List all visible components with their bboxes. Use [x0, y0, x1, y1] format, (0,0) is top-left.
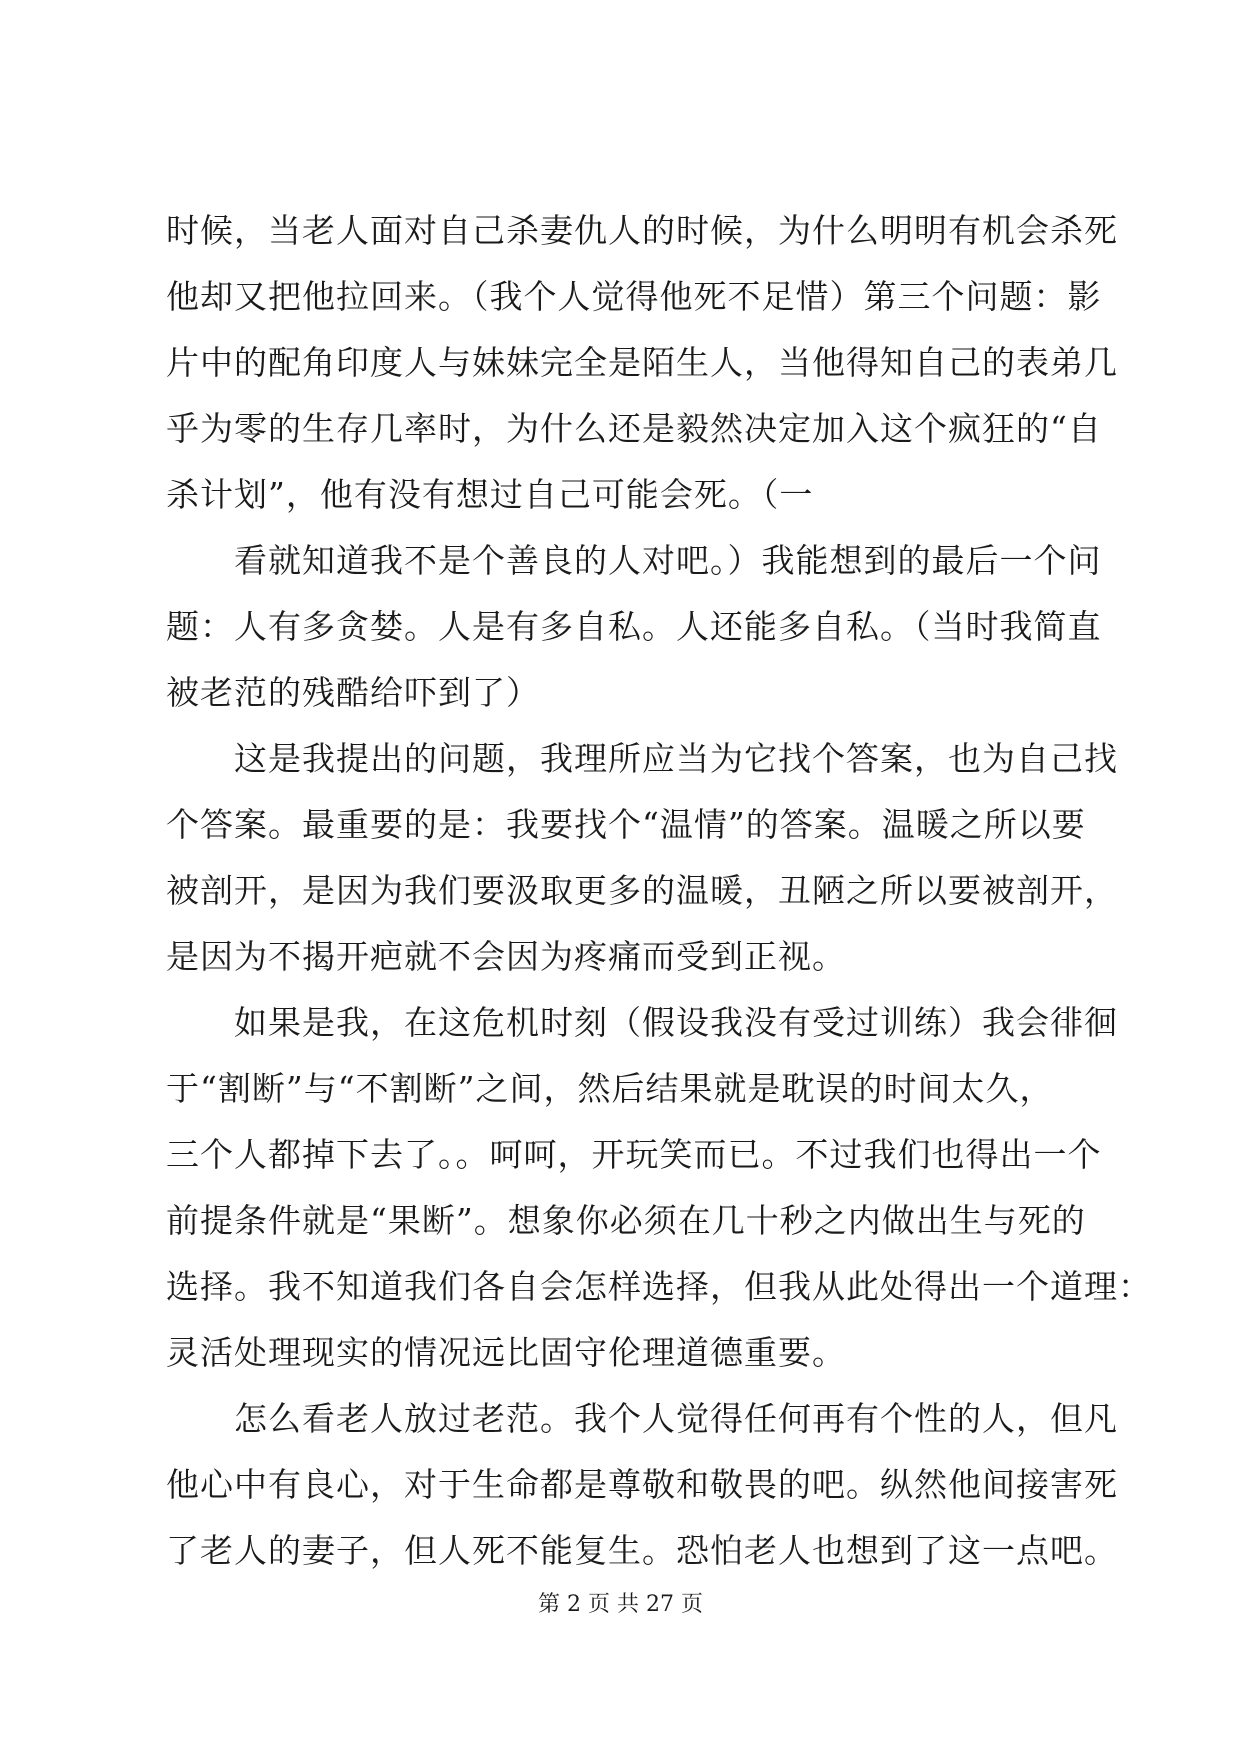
- body-text: [166, 198, 1152, 1584]
- text-line: 三个人都掉下去了。。呵呵，开玩笑而已。不过我们也得出一个: [166, 1135, 1102, 1174]
- text-line: 被老范的残酷给吓到了）: [166, 673, 540, 712]
- text-line: 杀计划”，他有没有想过自己可能会死。（一: [166, 475, 814, 514]
- text-line: 个答案。最重要的是：我要找个“温情”的答案。温暖之所以要: [166, 805, 1086, 844]
- text-line: 选择。我不知道我们各自会怎样选择，但我从此处得出一个道理：: [166, 1267, 1152, 1306]
- text-line: 了老人的妻子，但人死不能复生。恐怕老人也想到了这一点吧。: [166, 1531, 1118, 1570]
- text-line: 时候，当老人面对自己杀妻仇人的时候，为什么明明有机会杀死: [166, 211, 1118, 250]
- page-number-footer: 第 2 页 共 27 页: [538, 1592, 703, 1617]
- text-line: 被剖开，是因为我们要汲取更多的温暖，丑陋之所以要被剖开，: [166, 871, 1118, 910]
- text-line: 于“割断”与“不割断”之间，然后结果就是耽误的时间太久，: [166, 1069, 1054, 1108]
- text-line: 怎么看老人放过老范。我个人觉得任何再有个性的人，但凡: [166, 1399, 1118, 1438]
- text-line: 是因为不揭开疤就不会因为疼痛而受到正视。: [166, 937, 846, 976]
- text-line: 这是我提出的问题，我理所应当为它找个答案，也为自己找: [166, 739, 1118, 778]
- text-line: 如果是我，在这危机时刻（假设我没有受过训练）我会徘徊: [166, 1003, 1118, 1042]
- text-line: 灵活处理现实的情况远比固守伦理道德重要。: [166, 1333, 846, 1372]
- text-line: 乎为零的生存几率时，为什么还是毅然决定加入这个疯狂的“自: [166, 409, 1102, 448]
- text-line: 看就知道我不是个善良的人对吧。）我能想到的最后一个问: [166, 541, 1102, 580]
- text-line: 题：人有多贪婪。人是有多自私。人还能多自私。（当时我简直: [166, 607, 1102, 646]
- text-line: 前提条件就是“果断”。想象你必须在几十秒之内做出生与死的: [166, 1201, 1086, 1240]
- text-line: 片中的配角印度人与妹妹完全是陌生人，当他得知自己的表弟几: [166, 343, 1118, 382]
- text-line: 他却又把他拉回来。（我个人觉得他死不足惜）第三个问题：影: [166, 277, 1102, 316]
- text-line: 他心中有良心，对于生命都是尊敬和敬畏的吧。纵然他间接害死: [166, 1465, 1118, 1504]
